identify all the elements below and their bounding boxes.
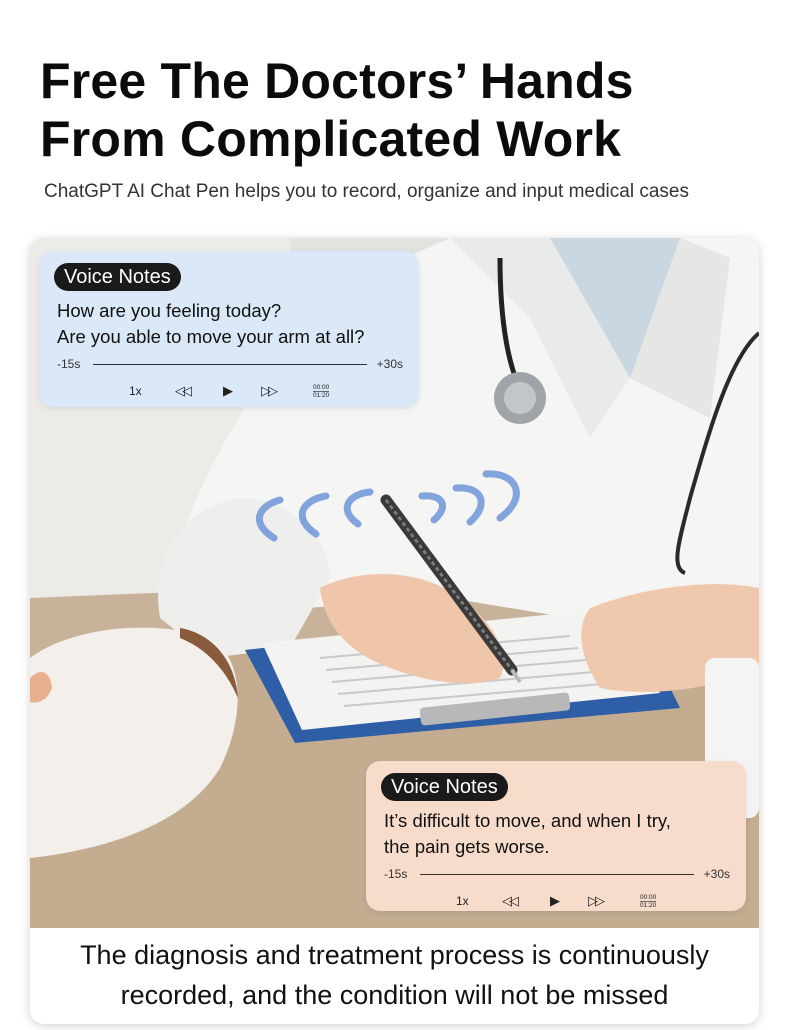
rewind-15s-label[interactable]: -15s (384, 867, 408, 881)
headline-line-1: Free The Doctors’ Hands (40, 53, 634, 109)
fast-forward-icon[interactable]: ▷▷ (588, 893, 602, 908)
time-current: 00:00 (640, 894, 657, 901)
voice-notes-badge: Voice Notes (54, 263, 181, 291)
caption-line-2: recorded, and the condition will not be missed (120, 980, 669, 1010)
playback-controls (456, 893, 666, 909)
fast-forward-icon[interactable]: ▷▷ (261, 383, 275, 398)
time-readout (640, 894, 656, 909)
caption-line-1: The diagnosis and treatment process is continuously (80, 940, 709, 970)
rewind-icon[interactable]: ◁◁ (502, 893, 516, 908)
voice-note-transcript (384, 808, 671, 860)
time-total: 01:20 (313, 392, 330, 399)
time-total: 01:20 (640, 902, 657, 909)
transcript-line-2: the pain gets worse. (384, 836, 550, 857)
transcript-line-1: It’s difficult to move, and when I try, (384, 810, 671, 831)
speed-button[interactable]: 1x (456, 894, 469, 908)
headline (40, 52, 634, 168)
time-readout (313, 384, 329, 399)
rewind-icon[interactable]: ◁◁ (175, 383, 189, 398)
headline-line-2: From Complicated Work (40, 111, 622, 167)
doctor-photo (30, 238, 759, 928)
voice-note-transcript (57, 298, 364, 350)
voice-note-question (39, 251, 419, 407)
subtitle: ChatGPT AI Chat Pen helps you to record, organize and input medical cases (44, 181, 689, 202)
progress-track[interactable] (93, 364, 367, 365)
caption (30, 928, 759, 1024)
voice-note-answer (366, 761, 746, 911)
play-icon[interactable]: ▶ (550, 893, 560, 908)
play-icon[interactable]: ▶ (223, 383, 233, 398)
transcript-line-1: How are you feeling today? (57, 300, 282, 321)
playback-controls (129, 383, 339, 399)
speed-button[interactable]: 1x (129, 384, 142, 398)
transcript-line-2: Are you able to move your arm at all? (57, 326, 365, 347)
product-photo-card (30, 238, 759, 1024)
forward-30s-label[interactable]: +30s (703, 867, 730, 881)
progress-track[interactable] (420, 874, 694, 875)
voice-notes-badge: Voice Notes (381, 773, 508, 801)
forward-30s-label[interactable]: +30s (376, 357, 403, 371)
rewind-15s-label[interactable]: -15s (57, 357, 81, 371)
time-current: 00:00 (313, 384, 330, 391)
